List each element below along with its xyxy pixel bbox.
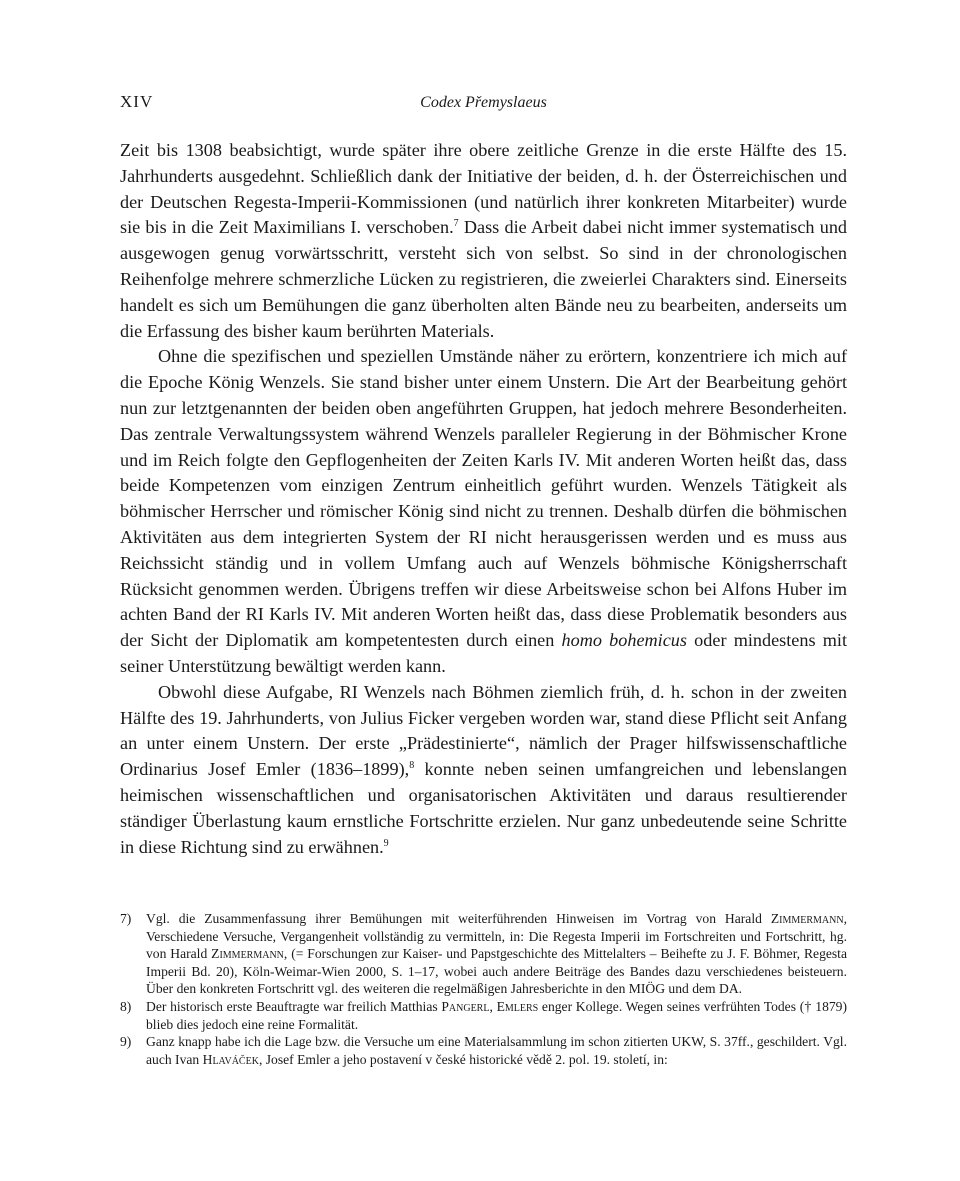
footnote-author: Pangerl: [441, 998, 490, 1014]
footnote-number: 8): [120, 998, 132, 1014]
paragraph-3: [120, 680, 847, 861]
footnote-text: , (= Forschungen zur Kaiser- und Papstgeschichte des Mittelalters – Beihefte zu J. F. Böhmer, Regesta Imperii Bd. 20), Köln-Weimar-Wien 2000, S. 1–17, wobei auch andere Beiträge des Bandes dazu verschiedenes beisteuern. Über den konkreten Fortschritt vgl. des weiteren die regelmäßigen Jahresberichte in den MIÖG und dem DA.: [146, 946, 847, 997]
paragraph-1-text: Zeit bis 1308 beabsichtigt, wurde später ihre obere zeitliche Grenze in die erste Hälfte des 15. Jahrhunderts ausgedehnt. Schließlich dank der Initiative der beiden, d. h. der Österreichischen und der Deutschen Regesta-Imperii-Kommissionen (und natürlich ihrer konkreten Mitarbeiter) wurde sie bis in die Zeit Maximilians I. verschoben.: [120, 140, 847, 238]
footnote-7: [120, 910, 847, 998]
page-number: XIV: [120, 92, 154, 111]
paragraph-1-text-cont: Dass die Arbeit dabei nicht immer systematisch und ausgewogen genug vorwärtsschritt, versteht sich von selbst. So sind in der chronologischen Reihenfolge mehrere schmerzliche Lücken zu registrieren, die zweierlei Charakters sind. Einerseits handelt es sich um Bemühungen die ganz überholten alten Bände neu zu bearbeiten, anderseits um die Erfassung des bisher kaum berührten Materials.: [120, 217, 848, 341]
footnote-author: Emlers: [496, 998, 539, 1014]
main-text: [120, 138, 847, 860]
footnote-author: Zimmermann: [211, 946, 284, 962]
footnote-text: Der historisch erste Beauftragte war freilich Matthias: [146, 998, 442, 1014]
paragraph-2-text: Ohne die spezifischen und speziellen Umstände näher zu erörtern, konzentriere ich mich auf die Epoche König Wenzels. Sie stand bisher unter einem Unstern. Die Art der Bearbeitung gehört nun zur letztgenannten der beiden oben angeführten Gruppen, hat jedoch mehrere Besonderheiten. Das zentrale Verwaltungssystem während Wenzels paralleler Regierung in der Böhmischer Krone und im Reich folgte den Gepflogenheiten der Zeiten Karls IV. Mit anderen Worten heißt das, dass beide Kompetenzen vom einzigen Zentrum einheitlich geführt wurden. Wenzels Tätigkeit als böhmischer Herrscher und römischer König sind nicht zu trennen. Deshalb dürfen die böhmischen Aktivitäten aus dem integrierten System der RI nicht herausgerissen werden und es muss aus Reichssicht ständig und in vollem Umfang auch auf Wenzels böhmische Königsherrschaft Rücksicht genommen werden. Übrigens treffen wir diese Arbeitsweise schon bei Alfons Huber im achten Band der RI Karls IV. Mit anderen Worten heißt das, dass diese Problematik besonders aus der Sicht der Diplomatik am kompetentesten durch einen: [120, 346, 847, 651]
footnote-ref-8: 8: [409, 760, 415, 772]
footnote-text: Vgl. die Zusammenfassung ihrer Bemühungen mit weiterführenden Hinweisen im Vortrag von Harald: [146, 911, 771, 926]
footnote-text: enger Kollege. Wegen seines verfrühten Todes († 1879) blieb dies jedoch eine reine Formalität.: [146, 998, 848, 1032]
footnote-ref-9: 9: [383, 837, 389, 849]
footnote-9: [120, 1033, 847, 1068]
paragraph-1: [120, 138, 847, 344]
paragraph-2: [120, 344, 847, 679]
paragraph-3-text: Obwohl diese Aufgabe, RI Wenzels nach Böhmen ziemlich früh, d. h. schon in der zweiten Hälfte des 19. Jahrhunderts, von Julius Ficker vergeben worden war, stand diese Pflicht seit Anfang an unter einem Unstern. Der erste „Prädestinierte“, nämlich der Prager hilfswissenschaftliche Ordinarius Josef Emler (1836–1899),: [120, 681, 847, 780]
footnote-author: Zimmermann: [770, 911, 844, 926]
footnote-8: [120, 998, 847, 1033]
paragraph-2-italic: homo bohemicus: [561, 630, 687, 651]
footnote-text: , Verschiedene Versuche, Vergangenheit vollständig zu vermitteln, in: Die Regesta Imperii im Fortschreiten und Fortschritt, hg. von Harald: [146, 911, 847, 962]
footnote-ref-7: 7: [453, 218, 459, 230]
paragraph-2-text-cont: oder mindestens mit seiner Unterstützung bewältigt werden kann.: [120, 630, 848, 676]
footnote-number: 7): [120, 911, 132, 926]
footnote-text: Ganz knapp habe ich die Lage bzw. die Versuche um eine Materialsammlung im schon zitierten UKW, S. 37ff., geschildert. Vgl. auch Ivan: [146, 1034, 847, 1067]
footnote-author: Hlaváček: [202, 1051, 259, 1067]
page-header: [120, 92, 847, 116]
running-title: Codex Přemyslaeus: [420, 94, 547, 111]
paragraph-3-text-cont: konnte neben seinen umfangreichen und lebenslangen heimischen wissenschaftlichen und organisatorischen Aktivitäten und daraus resultierender ständiger Überlastung kaum ernstliche Fortschritte erzielen. Nur ganz unbedeutende seine Schritte in diese Richtung sind zu erwähnen.: [120, 759, 848, 857]
footnote-text: ,: [489, 998, 497, 1014]
footnote-text: , Josef Emler a jeho postavení v české historické vědě 2. pol. 19. století, in:: [258, 1051, 668, 1067]
footnotes: [120, 910, 847, 1068]
footnote-number: 9): [120, 1034, 132, 1050]
